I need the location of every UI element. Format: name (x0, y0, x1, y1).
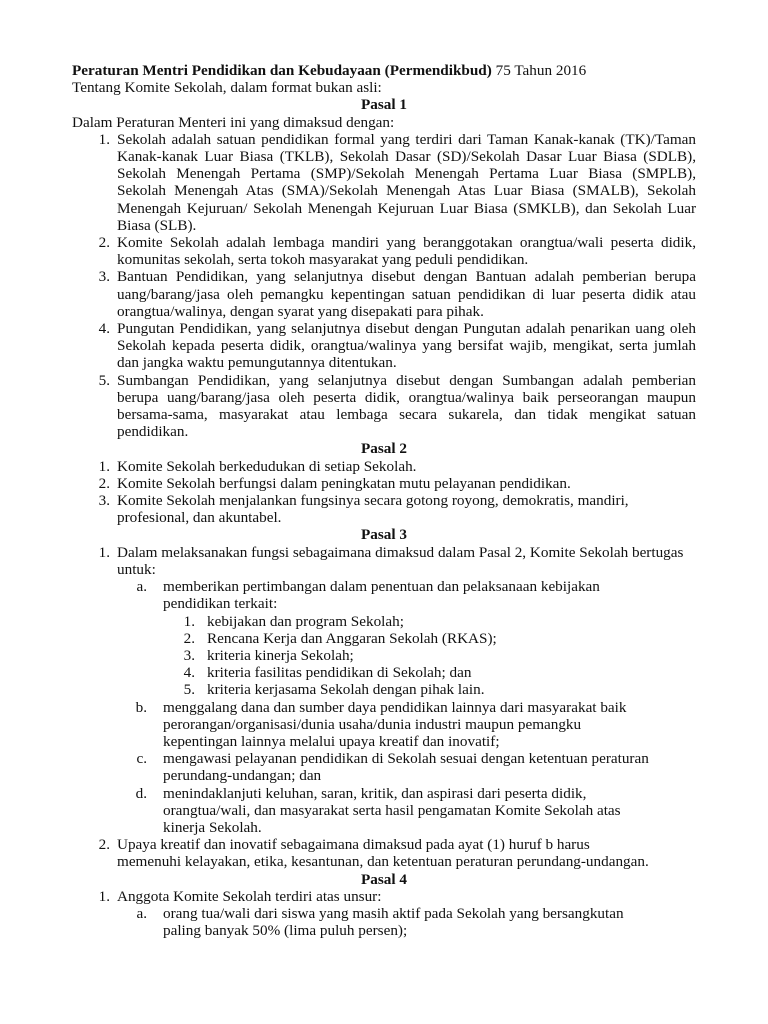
list-text: memberikan pertimbangan dalam penentuan dan pelaksanaan kebijakan pendidikan terkait: (163, 578, 600, 613)
pasal-1-intro: Dalam Peraturan Menteri ini yang dimaksud dengan: (72, 113, 395, 131)
list-number: 1. (98, 457, 110, 475)
document-subtitle: Tentang Komite Sekolah, dalam format bukan asli: (72, 79, 382, 97)
pasal-3-sub-item (133, 785, 696, 837)
list-text: orang tua/wali dari siswa yang masih aktif pada Sekolah yang bersangkutan paling banyak 50% (lima puluh persen); (163, 904, 624, 940)
pasal-3-sub-a-list (72, 613, 696, 699)
pasal-1-list (72, 131, 696, 441)
list-number: 1. (98, 543, 110, 561)
list-text: Pungutan Pendidikan, yang selanjutnya disebut dengan Pungutan adalah penarikan uang oleh Sekolah kepada peserta didik, orangtua/walinya yang bersifat wajib, mengikat, serta jumlah dan jangka waktu pemungutannya ditentukan. (117, 320, 696, 372)
pasal-3-sub-a-item (183, 681, 696, 698)
pasal-2-list (72, 458, 696, 527)
pasal-1-item (72, 320, 696, 372)
list-number: c. (136, 750, 147, 768)
pasal-2-heading: Pasal 2 (361, 440, 407, 458)
title-rest: 75 Tahun 2016 (491, 62, 587, 79)
list-letter: a. (136, 578, 147, 596)
pasal-3-sub-list (72, 699, 696, 837)
list-text: kebijakan dan program Sekolah; (207, 612, 404, 630)
list-text: Rencana Kerja dan Anggaran Sekolah (RKAS); (207, 629, 497, 647)
pasal-1-item (72, 372, 696, 441)
list-text: kriteria fasilitas pendidikan di Sekolah; dan (207, 664, 472, 682)
title-bold: Peraturan Mentri Pendidikan dan Kebudayaan (Permendikbud) (72, 62, 492, 79)
list-number: 3. (98, 492, 110, 510)
list-text: menggalang dana dan sumber daya pendidikan lainnya dari masyarakat baik perorangan/organisasi/dunia usaha/dunia industri maupun pemangku kepentingan lainnya melalui upaya kreatif dan inovatif; (163, 698, 627, 750)
list-number: 1. (98, 130, 110, 148)
list-letter: a. (136, 904, 147, 922)
list-number: 4. (98, 320, 110, 338)
pasal-1-item (72, 268, 696, 320)
list-number: 3. (98, 268, 110, 286)
list-text: Dalam melaksanakan fungsi sebagaimana dimaksud dalam Pasal 2, Komite Sekolah bertugas untuk: (117, 543, 684, 578)
pasal-3-item-1 (72, 544, 696, 578)
pasal-3-sub-a-item (183, 630, 696, 647)
list-number: 3. (183, 646, 195, 664)
pasal-2-item (72, 492, 696, 526)
pasal-3-item-2 (72, 836, 696, 870)
list-number: 2. (98, 474, 110, 492)
pasal-3-sub-a-item (183, 647, 696, 664)
pasal-1-item (72, 234, 696, 268)
list-text: mengawasi pelayanan pendidikan di Sekolah sesuai dengan ketentuan peraturan perundang-undangan; dan (163, 750, 649, 785)
pasal-3-sub-item (133, 699, 696, 751)
list-text: Bantuan Pendidikan, yang selanjutnya disebut dengan Bantuan adalah pemberian berupa uang/barang/jasa oleh pemangku kepentingan satuan pendidikan di luar peserta didik atau orangtua/walinya, dengan syarat yang disepakati para pihak. (117, 268, 696, 320)
list-text: Anggota Komite Sekolah terdiri atas unsur: (117, 887, 382, 905)
list-number: 1. (183, 612, 195, 630)
list-number: b. (135, 698, 147, 716)
document-title (72, 62, 696, 79)
list-text: Komite Sekolah menjalankan fungsinya secara gotong royong, demokratis, mandiri, profesional, dan akuntabel. (117, 492, 629, 527)
pasal-4-heading: Pasal 4 (361, 870, 407, 888)
list-text: Komite Sekolah berfungsi dalam peningkatan mutu pelayanan pendidikan. (117, 474, 571, 492)
pasal-3-sub-a-item (183, 664, 696, 681)
list-text: Komite Sekolah adalah lembaga mandiri yang beranggotakan orangtua/wali peserta didik, komunitas sekolah, serta tokoh masyarakat yang peduli pendidikan. (117, 234, 696, 269)
list-text: menindaklanjuti keluhan, saran, kritik, dan aspirasi dari peserta didik, orangtua/wali, dan masyarakat serta hasil pengamatan Komite Sekolah atas kinerja Sekolah. (163, 784, 621, 836)
pasal-3-heading: Pasal 3 (361, 526, 407, 544)
list-number: 2. (98, 234, 110, 252)
list-number: 5. (98, 371, 110, 389)
pasal-4-item-1 (72, 888, 696, 905)
pasal-1-heading: Pasal 1 (361, 96, 407, 114)
pasal-3-sub-a (133, 578, 696, 612)
list-text: kriteria kinerja Sekolah; (207, 646, 354, 664)
pasal-2-item (72, 475, 696, 492)
list-number: 5. (183, 681, 195, 699)
pasal-3-sub-a-item (183, 613, 696, 630)
pasal-2-item (72, 458, 696, 475)
pasal-4-sub-a (133, 905, 696, 939)
pasal-3-sub-item (133, 750, 696, 784)
list-text: Komite Sekolah berkedudukan di setiap Sekolah. (117, 457, 417, 475)
list-number: d. (135, 784, 147, 802)
list-number: 2. (183, 629, 195, 647)
pasal-1-item (72, 131, 696, 234)
list-number: 1. (98, 887, 110, 905)
list-text: Sumbangan Pendidikan, yang selanjutnya disebut dengan Sumbangan adalah pemberian berupa uang/barang/jasa oleh peserta didik, orangtua/walinya baik perseorangan maupun bersama-sama, masyarakat atau lembaga secara sukarela, dan tidak mengikat satuan pendidikan. (117, 371, 696, 441)
list-text: kriteria kerjasama Sekolah dengan pihak lain. (207, 681, 485, 699)
list-number: 4. (183, 664, 195, 682)
list-text: Upaya kreatif dan inovatif sebagaimana dimaksud pada ayat (1) huruf b harus memenuhi kelayakan, etika, kesantunan, dan ketentuan peraturan perundang-undangan. (117, 836, 649, 871)
list-text: Sekolah adalah satuan pendidikan formal yang terdiri dari Taman Kanak-kanak (TK)/Taman Kanak-kanak Luar Biasa (TKLB), Sekolah Dasar (SD)/Sekolah Dasar Luar Biasa (SDLB), Sekolah Menengah Pertama (SMP)/Sekolah Menengah Pertama Luar Biasa (SMPLB), Sekolah Menengah Atas (SMA)/Sekolah Menengah Atas Luar Biasa (SMALB), Sekolah Menengah Kejuruan/ Sekolah Menengah Kejuruan Luar Biasa (SMKLB), dan Sekolah Luar Biasa (SLB). (117, 130, 696, 234)
list-number: 2. (98, 836, 110, 854)
document-page (72, 62, 696, 939)
